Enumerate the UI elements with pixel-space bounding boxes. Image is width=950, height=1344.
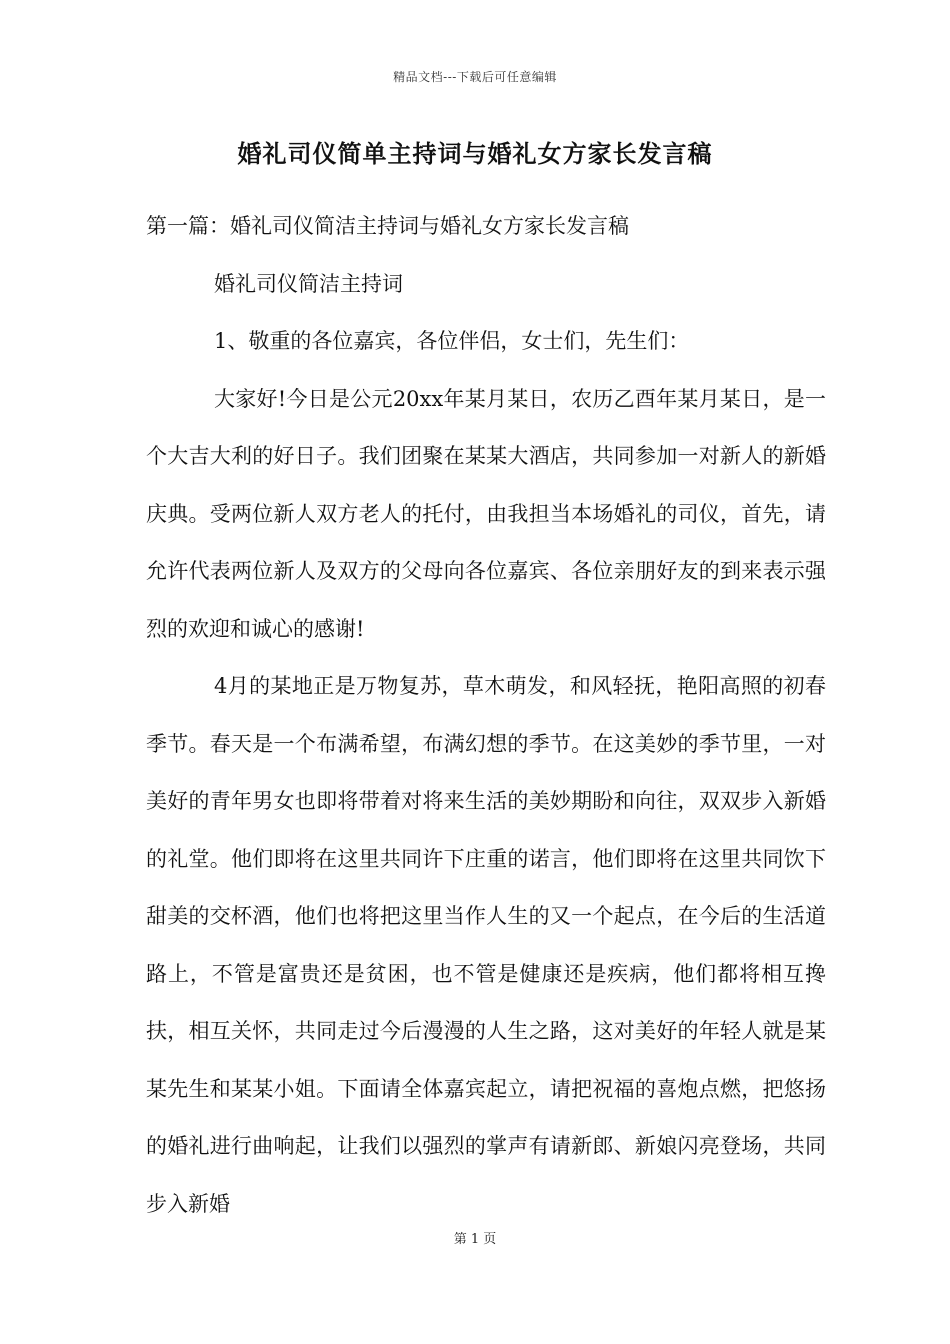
paragraph-greeting: 1、敬重的各位嘉宾，各位伴侣，女士们，先生们： [214,329,690,353]
page-number: 第 1 页 [453,1232,497,1247]
document-title: 婚礼司仪简单主持词与婚礼女方家长发言稿 [237,139,713,168]
subheading: 婚礼司仪简洁主持词 [214,271,403,296]
section-heading: 第一篇：婚礼司仪简洁主持词与婚礼女方家长发言稿 [146,214,629,238]
paragraph-spring: 4月的某地正是万物复苏，草木萌发，和风轻抚，艳阳高照的初春季节。春天是一个布满希望，布满幻想的季节。在这美妙的季节里，一对美好的青年男女也即将带着对将来生活的美妙期盼和向往，双双步入新婚的礼堂。他们即将在这里共同许下庄重的诺言，他们即将在这里共同饮下甜美的交杯酒，他们也将把这里当作人生的又一个起点，在今后的生活道路上，不管是富贵还是贫困，也不管是健康还是疾病，他们都将相互搀扶，相互关怀，共同走过今后漫漫的人生之路，这对美好的年轻人就是某某先生和某某小姐。下面请全体嘉宾起立，请把祝福的喜炮点燃，把悠扬的婚礼进行曲响起，让我们以强烈的掌声有请新郎、新娘闪亮登场，共同步入新婚 [146,674,826,1216]
header-note: 精品文档---下载后可任意编辑 [393,70,557,84]
paragraph-welcome: 大家好!今日是公元20xx年某月某日，农历乙酉年某月某日，是一个大吉大利的好日子。我们团聚在某某大酒店，共同参加一对新人的新婚庆典。受两位新人双方老人的托付，由我担当本场婚礼的司仪，首先，请允许代表两位新人及双方的父母向各位嘉宾、各位亲朋好友的到来表示强烈的欢迎和诚心的感谢! [146,386,826,641]
document-body [146,198,826,1233]
